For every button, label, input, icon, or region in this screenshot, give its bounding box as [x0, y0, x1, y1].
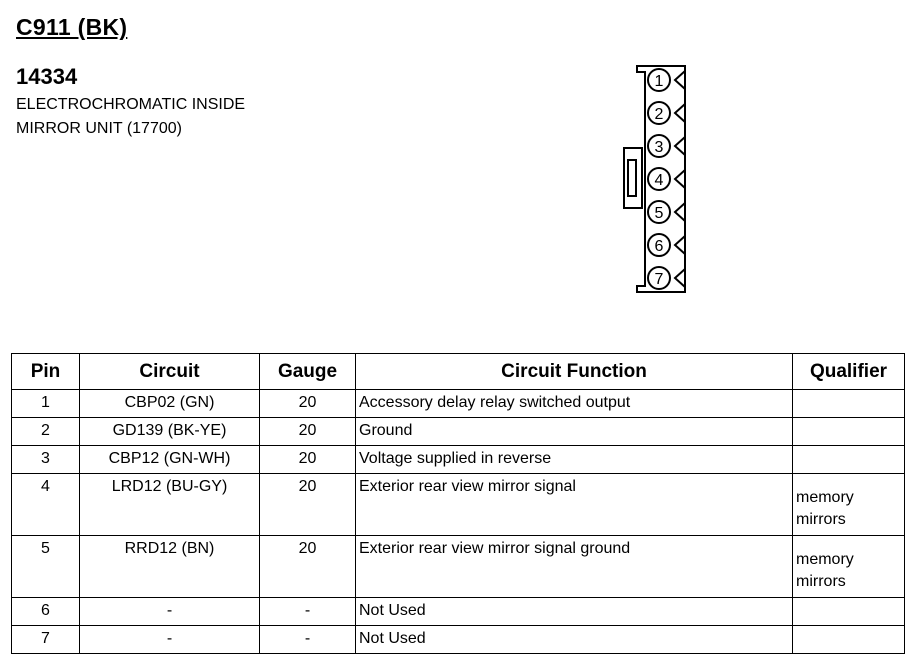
connector-title: C911 (BK) — [16, 14, 128, 40]
cell-function: Exterior rear view mirror signal — [356, 474, 793, 536]
component-description-line2: MIRROR UNIT (17700) — [16, 120, 182, 137]
connector-lock-tab — [624, 148, 642, 208]
connector-lock-inner — [628, 160, 636, 196]
pin-latch — [675, 170, 685, 188]
cell-gauge: 20 — [260, 536, 356, 598]
cell-gauge: 20 — [260, 418, 356, 446]
cell-function: Not Used — [356, 626, 793, 654]
table-row — [12, 536, 905, 598]
cell-circuit: RRD12 (BN) — [80, 536, 260, 598]
cell-qualifier — [793, 418, 905, 446]
pin-number-label: 7 — [654, 271, 664, 288]
pin-latch — [675, 236, 685, 254]
cell-qualifier — [793, 446, 905, 474]
pin-latch — [675, 137, 685, 155]
pin-number-label: 4 — [654, 172, 664, 189]
cell-qualifier — [793, 390, 905, 418]
cell-gauge: 20 — [260, 390, 356, 418]
cell-pin: 3 — [12, 446, 80, 474]
cell-pin: 1 — [12, 390, 80, 418]
cell-gauge: 20 — [260, 446, 356, 474]
pin-number-label: 5 — [654, 205, 664, 222]
cell-pin: 6 — [12, 598, 80, 626]
cell-pin: 7 — [12, 626, 80, 654]
cell-circuit: CBP02 (GN) — [80, 390, 260, 418]
header-gauge: Gauge — [260, 354, 356, 390]
cell-gauge: - — [260, 598, 356, 626]
header-qualifier: Qualifier — [793, 354, 905, 390]
cell-circuit: - — [80, 598, 260, 626]
cell-function: Not Used — [356, 598, 793, 626]
table-row — [12, 474, 905, 536]
cell-pin: 2 — [12, 418, 80, 446]
cell-circuit: GD139 (BK-YE) — [80, 418, 260, 446]
header-pin: Pin — [12, 354, 80, 390]
pin-number-label: 3 — [654, 139, 664, 156]
pin-latch — [675, 104, 685, 122]
table-header-row — [12, 354, 905, 390]
header-circuit: Circuit — [80, 354, 260, 390]
cell-function: Accessory delay relay switched output — [356, 390, 793, 418]
cell-function: Ground — [356, 418, 793, 446]
table-row — [12, 598, 905, 626]
cell-gauge: 20 — [260, 474, 356, 536]
pin-number-label: 1 — [654, 73, 664, 90]
cell-circuit: LRD12 (BU-GY) — [80, 474, 260, 536]
cell-qualifier — [793, 598, 905, 626]
cell-function: Exterior rear view mirror signal ground — [356, 536, 793, 598]
cell-qualifier: memory mirrors — [793, 474, 905, 536]
pin-latch — [675, 71, 685, 89]
header-circuit-function: Circuit Function — [356, 354, 793, 390]
pinout-table — [11, 353, 905, 654]
part-number: 14334 — [16, 64, 78, 89]
cell-pin: 5 — [12, 536, 80, 598]
cell-circuit: CBP12 (GN-WH) — [80, 446, 260, 474]
pin-latch — [675, 203, 685, 221]
cell-circuit: - — [80, 626, 260, 654]
cell-function: Voltage supplied in reverse — [356, 446, 793, 474]
cell-pin: 4 — [12, 474, 80, 536]
table-row — [12, 446, 905, 474]
pin-number-label: 6 — [654, 238, 664, 255]
connector-face-diagram — [615, 60, 695, 300]
cell-gauge: - — [260, 626, 356, 654]
pin-number-label: 2 — [654, 106, 664, 123]
table-row — [12, 418, 905, 446]
component-description-line1: ELECTROCHROMATIC INSIDE — [16, 96, 246, 113]
pin-latch — [675, 269, 685, 287]
cell-qualifier: memory mirrors — [793, 536, 905, 598]
table-row — [12, 390, 905, 418]
